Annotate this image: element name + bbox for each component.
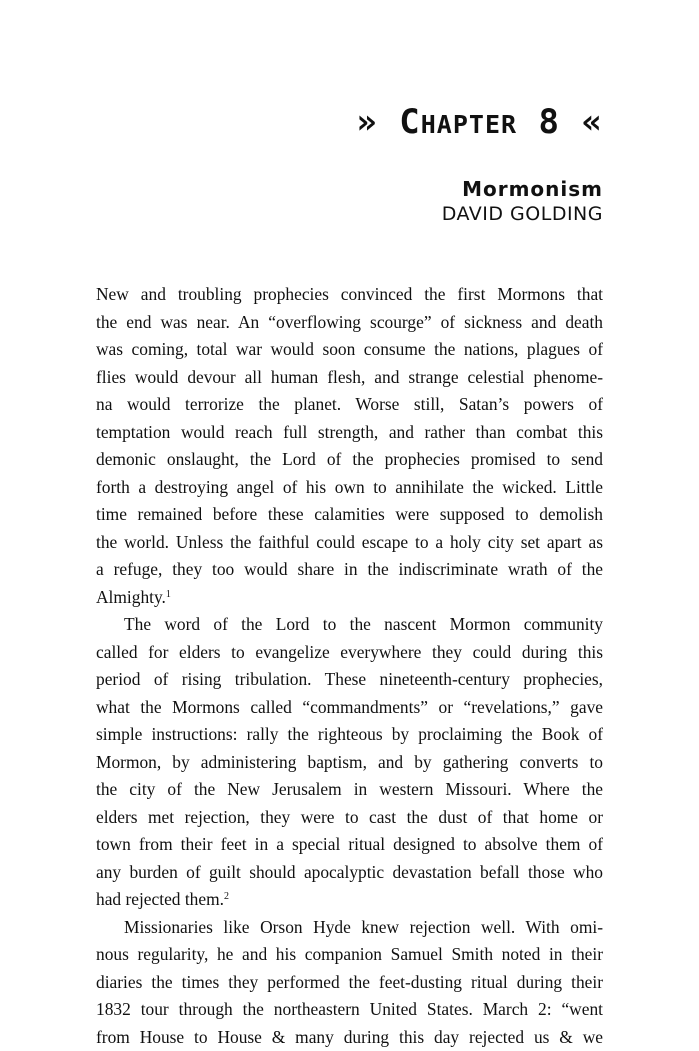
chapter-close-mark: « <box>581 102 603 142</box>
text-line: was coming, total war would soon consume the nations, plagues of <box>96 339 603 359</box>
text-line: town from their feet in a special ritual designed to absolve them of <box>96 834 603 854</box>
text-line: nous regularity, he and his companion Samuel Smith noted in their <box>96 944 603 964</box>
text-line: from House to House & many during this day rejected us & we <box>96 1026 603 1047</box>
text-line: elders met rejection, they were to cast the dust of that home or <box>96 806 603 827</box>
text-line: 1832 tour through the northeastern United States. March 2: “went <box>96 999 603 1019</box>
body-text <box>96 281 603 1051</box>
text-line: called for elders to evangelize everywhere they could during this <box>96 641 603 662</box>
text-line: flies would devour all human flesh, and strange celestial phenome- <box>96 366 603 387</box>
text-line <box>96 584 603 612</box>
text-line: time remained before these calamities were supposed to demolish <box>96 504 603 524</box>
text-line: simple instructions: rally the righteous by proclaiming the Book of <box>96 724 603 744</box>
text-line: the end was near. An “overflowing scourge” of sickness and death <box>96 311 603 332</box>
text-line: the city of the New Jerusalem in western Missouri. Where the <box>96 779 603 799</box>
text-line: Missionaries like Orson Hyde knew rejection well. With omi- <box>124 916 603 937</box>
text-line: a refuge, they too would share in the indiscriminate wrath of the <box>96 559 603 579</box>
text-line: temptation would reach full strength, and rather than combat this <box>96 421 603 442</box>
chapter-word-rest: HAPTER <box>420 110 518 139</box>
chapter-word-initial: C <box>399 102 421 142</box>
text-line-end: had rejected them. <box>96 889 224 909</box>
text-line: what the Mormons called “commandments” or “revelations,” gave <box>96 696 603 717</box>
text-line: period of rising tribulation. These nineteenth-century prophecies, <box>96 669 603 689</box>
footnote-ref-1[interactable]: 1 <box>165 588 171 600</box>
text-line: the world. Unless the faithful could escape to a holy city set apart as <box>96 531 603 552</box>
text-line: diaries the times they performed the feet-dusting ritual during their <box>96 971 603 992</box>
essay-title-block <box>442 176 603 226</box>
text-line: New and troubling prophecies convinced the first Mormons that <box>96 284 603 304</box>
text-line: forth a destroying angel of his own to annihilate the wicked. Little <box>96 476 603 497</box>
chapter-open-mark: » <box>356 102 378 142</box>
text-line: The word of the Lord to the nascent Mormon community <box>124 614 603 634</box>
text-line: na would terrorize the planet. Worse still, Satan’s powers of <box>96 394 603 414</box>
author-name: DAVID GOLDING <box>441 203 603 225</box>
text-line <box>96 886 603 914</box>
essay-title: Mormonism <box>462 177 603 201</box>
footnote-ref-2[interactable]: 2 <box>223 891 229 902</box>
text-line-end: Almighty. <box>96 586 166 607</box>
text-line: Mormon, by administering baptism, and by gathering converts to <box>96 751 603 772</box>
chapter-heading <box>356 102 603 142</box>
chapter-number: 8 <box>538 102 561 142</box>
text-line: any burden of guilt should apocalyptic devastation befall those who <box>96 861 603 882</box>
text-line: demonic onslaught, the Lord of the prophecies promised to send <box>96 449 603 469</box>
